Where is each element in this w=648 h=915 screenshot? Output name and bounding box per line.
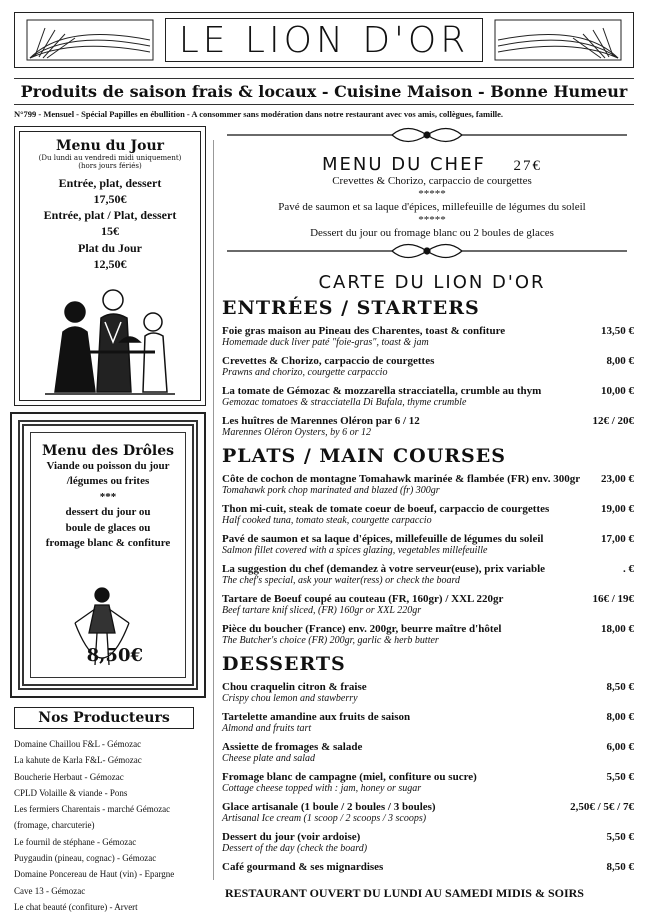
menu-item <box>222 355 642 379</box>
item-name: Chou craquelin citron & fraise <box>222 681 367 693</box>
menu-du-jour-line: Entrée, plat / Plat, dessert <box>43 208 177 223</box>
item-price: 8,00 € <box>606 355 634 367</box>
menu-du-jour-box <box>14 126 206 406</box>
item-desc: Prawns and chorizo, courgette carpaccio <box>222 367 388 378</box>
item-price: 5,50 € <box>606 771 634 783</box>
item-price: 18,00 € <box>601 623 634 635</box>
producteur-item: Cave 13 - Gémozac <box>14 885 86 896</box>
item-desc: Marennes Oléron Oysters, by 6 or 12 <box>222 427 371 438</box>
item-price: 10,00 € <box>601 385 634 397</box>
item-price: 17,00 € <box>601 533 634 545</box>
menu-du-chef-price: 27€ <box>513 158 543 174</box>
item-price: 8,00 € <box>606 711 634 723</box>
item-desc: Cottage cheese topped with : jam, honey or sugar <box>222 783 422 794</box>
item-desc: Gemozac tomatoes & stracciatella Di Bufala, thyme crumble <box>222 397 467 408</box>
menu-du-chef-title: MENU DU CHEF <box>321 154 486 175</box>
item-name: Tartare de Boeuf coupé au couteau (FR, 160gr) / XXL 220gr <box>222 593 504 605</box>
menu-item <box>222 593 642 617</box>
item-price: 8,50 € <box>606 861 634 873</box>
menu-item <box>222 771 642 795</box>
item-name: Assiette de fromages & salade <box>222 741 363 753</box>
menu-des-droles-line: boule de glaces ou <box>65 521 151 534</box>
menu-item <box>222 415 642 439</box>
item-price: 19,00 € <box>601 503 634 515</box>
menu-du-jour-title: Menu du Jour <box>56 138 164 154</box>
subline: N°799 - Mensuel - Spécial Papilles en ébullition - A consommer sans modération dans notre restaurant avec vos amis, collègues, famille. <box>14 109 504 119</box>
item-desc: Salmon fillet covered with a spices glazing, vegetables millefeuille <box>222 545 488 556</box>
menu-du-chef-heading <box>222 154 642 175</box>
item-desc: Dessert of the day (check the board) <box>222 843 368 854</box>
item-desc: The Butcher's choice (FR) 200gr, garlic & herb butter <box>222 635 439 646</box>
flourish-divider-top <box>222 124 632 146</box>
menu-du-jour-line: Plat du Jour <box>77 240 142 255</box>
flourish-divider-bottom <box>222 240 632 262</box>
producteur-item: Puygaudin (pineau, cognac) - Gémozac <box>14 853 157 864</box>
menu-item <box>222 831 642 855</box>
right-column <box>222 124 642 879</box>
item-name: Dessert du jour (voir ardoise) <box>222 831 361 843</box>
menu-des-droles-title: Menu des Drôles <box>41 443 175 459</box>
item-price: 8,50 € <box>606 681 634 693</box>
item-desc: Crispy chou lemon and stawberry <box>222 693 358 704</box>
item-name: Les huîtres de Marennes Oléron par 6 / 12 <box>222 415 420 427</box>
producteurs-title: Nos Producteurs <box>14 707 194 729</box>
menu-item <box>222 563 642 587</box>
menu-du-jour-line: 15€ <box>101 224 119 239</box>
item-name: Crevettes & Chorizo, carpaccio de courgettes <box>222 355 435 367</box>
menu-des-droles-line: fromage blanc & confiture <box>45 536 171 549</box>
item-price: 23,00 € <box>601 473 634 485</box>
item-price: 2,50€ / 5€ / 7€ <box>570 801 634 813</box>
item-desc: Almond and fruits tart <box>222 723 312 734</box>
menu-item <box>222 503 642 527</box>
menu-item <box>222 385 642 409</box>
menu-item <box>222 533 642 557</box>
menu-item <box>222 473 642 497</box>
item-name: Thon mi-cuit, steak de tomate coeur de boeuf, carpaccio de courgettes <box>222 503 550 515</box>
menu-du-chef-line: ***** <box>418 214 446 226</box>
item-name: Pavé de saumon et sa laque d'épices, millefeuille de légumes du soleil <box>222 533 544 545</box>
item-price: 13,50 € <box>601 325 634 337</box>
producteur-item: (fromage, charcuterie) <box>14 820 95 831</box>
item-desc: Beef tartare knif sliced, (FR) 160gr or XXL 220gr <box>222 605 422 616</box>
producteur-item: Domaine Chaillou F&L - Gémozac <box>14 739 142 749</box>
item-price: 6,00 € <box>606 741 634 753</box>
item-desc: The chef's special, ask your waiter(ress) or check the board <box>222 575 461 586</box>
section-title-mains: PLATS / MAIN COURSES <box>222 445 506 467</box>
menu-du-jour-sub1: (Du lundi au vendredi midi uniquement) <box>38 154 182 162</box>
producteur-item: Domaine Poncereau de Haut (vin) - Epargne <box>14 869 175 880</box>
menu-des-droles-line: /légumes ou frites <box>66 475 150 488</box>
tagline: Produits de saison frais & locaux - Cuisine Maison - Bonne Humeur <box>14 78 634 105</box>
item-name: Pièce du boucher (France) env. 200gr, beurre maître d'hôtel <box>222 623 502 635</box>
item-name: Glace artisanale (1 boule / 2 boules / 3 boules) <box>222 801 436 813</box>
menu-item <box>222 861 642 873</box>
producteur-item: Boucherie Herbaut - Gémozac <box>14 771 124 782</box>
item-name: Foie gras maison au Pineau des Charentes, toast & confiture <box>222 325 506 337</box>
waiters-illustration <box>35 282 185 402</box>
producteur-item: CPLD Volaille & viande - Pons <box>14 787 128 798</box>
section-title-starters: ENTRÉES / STARTERS <box>222 297 480 319</box>
restaurant-title: LE LION D'OR <box>178 19 470 61</box>
producteur-item: Les fermiers Charentais - marché Gémozac <box>14 804 171 815</box>
producteur-item: Le chat beauté (confiture) - Arvert <box>14 901 138 912</box>
opening-hours-footer: RESTAURANT OUVERT DU LUNDI AU SAMEDI MIDIS & SOIRS <box>225 886 584 900</box>
art-deco-ornament-left <box>15 13 165 67</box>
menu-du-chef-line: Dessert du jour ou fromage blanc ou 2 boules de glaces <box>310 227 554 239</box>
section-title-desserts: DESSERTS <box>222 653 346 675</box>
menu-des-droles-inner <box>30 432 186 678</box>
menu-du-jour-line: 12,50€ <box>93 256 127 271</box>
producteurs-list <box>14 736 214 915</box>
menu-des-droles-price: 8,50€ <box>86 645 143 666</box>
menu-item <box>222 325 642 349</box>
title-box <box>165 18 483 62</box>
menu-item <box>222 681 642 705</box>
menu-du-jour-line: Entrée, plat, dessert <box>58 175 162 190</box>
item-price: 16€ / 19€ <box>592 593 634 605</box>
item-desc: Half cooked tuna, tomato steak, courgette carpaccio <box>222 515 432 526</box>
item-name: Café gourmand & ses mignardises <box>222 861 384 873</box>
menu-du-chef-line: Crevettes & Chorizo, carpaccio de courgettes <box>332 175 532 187</box>
menu-du-chef-line: ***** <box>418 188 446 200</box>
art-deco-ornament-right <box>483 13 633 67</box>
menu-du-chef-line: Pavé de saumon et sa laque d'épices, millefeuille de légumes du soleil <box>278 201 586 213</box>
header-banner <box>14 12 634 68</box>
greek-key-border <box>18 420 198 690</box>
menu-item <box>222 801 642 825</box>
item-name: La tomate de Gémozac & mozzarella stracciatella, crumble au thym <box>222 385 542 397</box>
column-divider <box>213 140 214 880</box>
producteur-item: Le fournil de stéphane - Gémozac <box>14 836 137 847</box>
item-name: Fromage blanc de campagne (miel, confiture ou sucre) <box>222 771 477 783</box>
item-name: La suggestion du chef (demandez à votre serveur(euse), prix variable <box>222 563 546 575</box>
item-price: . € <box>623 563 634 575</box>
menu-des-droles-line: Viande ou poisson du jour <box>46 460 170 472</box>
menu-du-jour-line: 17,50€ <box>93 191 127 206</box>
item-name: Tartelette amandine aux fruits de saison <box>222 711 411 723</box>
item-price: 12€ / 20€ <box>592 415 634 427</box>
carte-title: CARTE DU LION D'OR <box>318 272 546 293</box>
item-desc: Artisanal Ice cream (1 scoop / 2 scoops / 3 scoops) <box>222 813 427 824</box>
menu-des-droles-box <box>10 412 206 698</box>
menu-item <box>222 711 642 735</box>
menu-item <box>222 741 642 765</box>
item-price: 5,50 € <box>606 831 634 843</box>
producteur-item: La kahute de Karla F&L- Gémozac <box>14 755 142 766</box>
item-desc: Homemade duck liver paté "foie-gras", toast & jam <box>222 337 429 348</box>
item-desc: Cheese plate and salad <box>222 753 316 764</box>
menu-item <box>222 623 642 647</box>
item-desc: Tomahawk pork chop marinated and blazed (fr) 300gr <box>222 485 440 496</box>
item-name: Côte de cochon de montagne Tomahawk marinée & flambée (FR) env. 300gr <box>222 473 581 485</box>
menu-des-droles-line: dessert du jour ou <box>65 506 151 519</box>
menu-du-jour-inner <box>19 131 201 401</box>
menu-du-jour-sub2: (hors jours fériés) <box>78 162 142 171</box>
menu-des-droles-line: *** <box>99 490 117 503</box>
